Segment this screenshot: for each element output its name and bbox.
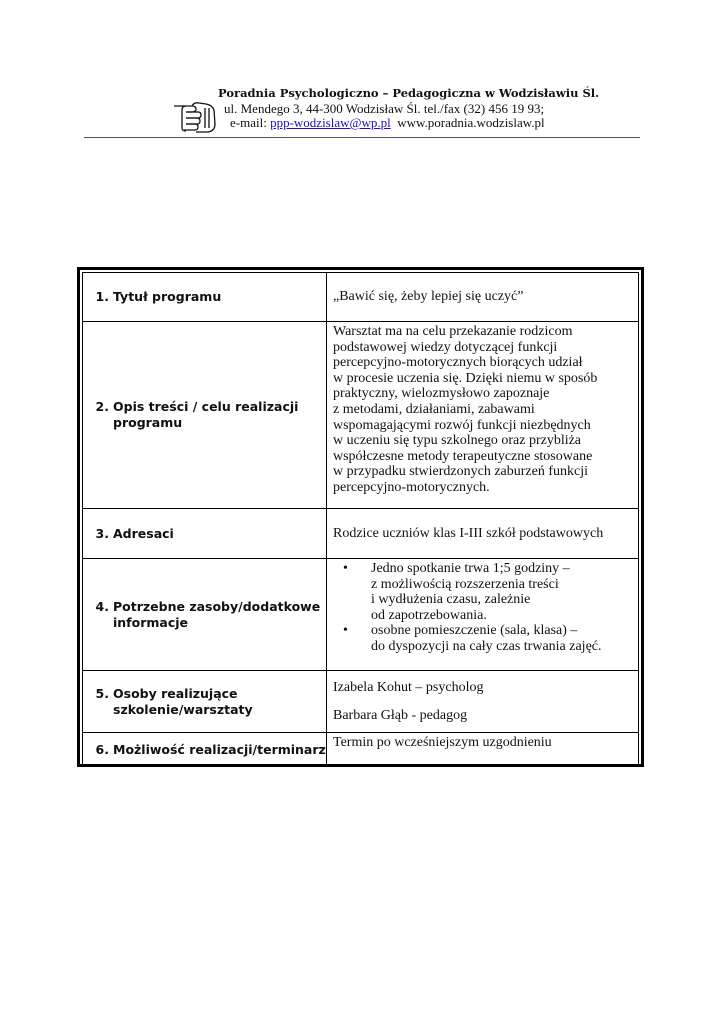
label-staff: Osoby realizujące szkolenie/warsztaty bbox=[113, 685, 253, 717]
row-number: 5. bbox=[95, 685, 109, 701]
label-resources: Potrzebne zasoby/dodatkowe informacje bbox=[113, 598, 321, 630]
description-line: w uczeniu się typu szkolnego oraz przybliża bbox=[333, 433, 582, 449]
email-prefix: e-mail: bbox=[230, 115, 271, 130]
description-line: percepcyjno-motorycznych. bbox=[333, 479, 490, 495]
list-item bbox=[333, 623, 632, 654]
label-audience: Adresaci bbox=[113, 525, 174, 541]
table-row bbox=[83, 509, 639, 559]
row-value bbox=[327, 671, 639, 733]
program-table bbox=[82, 272, 639, 767]
row-value bbox=[327, 322, 639, 509]
table-row bbox=[83, 671, 639, 733]
person-name: Izabela Kohut – psycholog bbox=[333, 679, 484, 695]
resources-list bbox=[333, 561, 632, 655]
bullet-line: do dyspozycji na cały czas trwania zajęć. bbox=[371, 638, 602, 654]
table-row bbox=[83, 559, 639, 671]
bullet-line: od zapotrzebowania. bbox=[371, 607, 487, 623]
description-line: w przypadku stwierdzonych zaburzeń funkcji bbox=[333, 464, 589, 480]
row-label bbox=[83, 509, 327, 559]
bullet-line: z możliwością rozszerzenia treści bbox=[371, 576, 559, 592]
row-label bbox=[83, 671, 327, 733]
row-number: 6. bbox=[95, 741, 109, 757]
contact-line bbox=[230, 115, 545, 131]
table-row bbox=[83, 273, 639, 322]
description-line: współczesne metody terapeutyczne stosowane bbox=[333, 448, 593, 464]
description-line: Warsztat ma na celu przekazanie rodzicom bbox=[333, 324, 573, 339]
description-line: percepcyjno-motorycznych biorących udział bbox=[333, 355, 583, 371]
institution-name: Poradnia Psychologiczno – Pedagogiczna w Wodzisławiu Śl. bbox=[218, 86, 600, 100]
list-item bbox=[333, 561, 632, 623]
label-description: Opis treści / celu realizacji programu bbox=[113, 399, 299, 430]
institution-address: ul. Mendego 3, 44-300 Wodzisław Śl. tel./fax (32) 456 19 93; bbox=[224, 101, 545, 116]
row-value bbox=[327, 559, 639, 671]
website-text: www.poradnia.wodzislaw.pl bbox=[397, 115, 545, 130]
label-title: Tytuł programu bbox=[113, 289, 222, 304]
table-row bbox=[83, 322, 639, 509]
row-number: 3. bbox=[95, 525, 109, 541]
label-schedule: Możliwość realizacji/terminarz bbox=[113, 741, 326, 757]
description-line: praktyczny, wielozmysłowo zapoznaje bbox=[333, 386, 550, 402]
bullet-line: i wydłużenia czasu, zależnie bbox=[371, 592, 531, 608]
bullet-line: • osobne pomieszczenie (sala, klasa) – bbox=[371, 623, 578, 639]
row-value: „Bawić się, żeby lepiej się uczyć” bbox=[327, 273, 639, 322]
table-row bbox=[83, 733, 639, 767]
bullet-line: • Jedno spotkanie trwa 1;5 godziny – bbox=[371, 561, 570, 576]
row-number: 2. bbox=[95, 399, 109, 414]
row-number: 1. bbox=[95, 289, 109, 304]
description-line: wspomagającymi rozwój funkcji niezbędnych bbox=[333, 417, 591, 433]
row-value: Termin po wcześniejszym uzgodnieniu bbox=[327, 733, 639, 767]
row-label bbox=[83, 273, 327, 322]
description-line: podstawowej wiedzy dotyczącej funkcji bbox=[333, 339, 558, 355]
letterhead bbox=[0, 0, 725, 140]
description-line: z metodami, działaniami, zabawami bbox=[333, 401, 535, 417]
email-link[interactable]: ppp-wodzislaw@wp.pl bbox=[270, 115, 391, 130]
row-label bbox=[83, 559, 327, 671]
row-number: 4. bbox=[95, 598, 109, 614]
row-label bbox=[83, 733, 327, 767]
pointing-hand-icon bbox=[172, 100, 218, 134]
person-name: Barbara Głąb - pedagog bbox=[333, 707, 468, 723]
row-label bbox=[83, 322, 327, 509]
description-line: w procesie uczenia się. Dzięki niemu w sposób bbox=[333, 370, 598, 386]
row-value: Rodzice uczniów klas I-III szkół podstawowych bbox=[327, 509, 639, 559]
header-divider bbox=[84, 137, 640, 138]
